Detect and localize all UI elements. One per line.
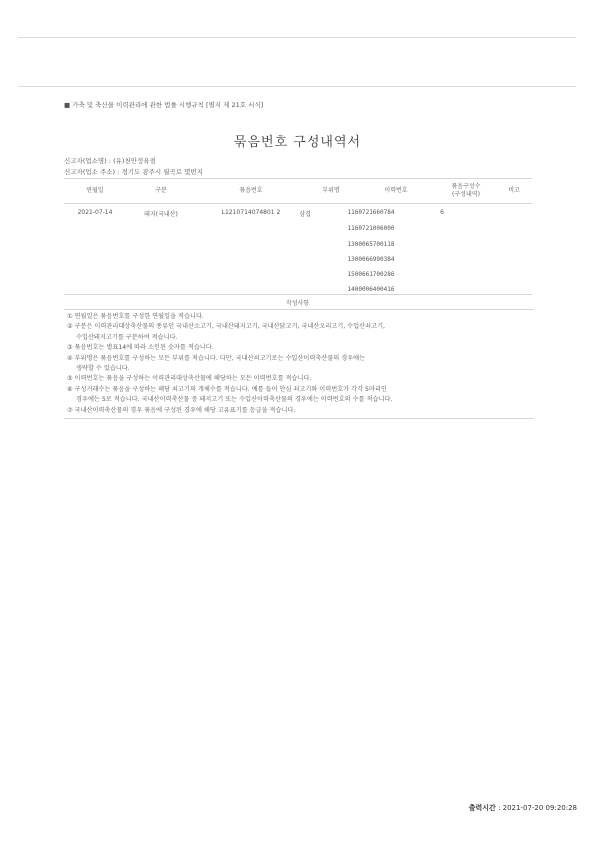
scan-line-mid [18, 86, 576, 87]
row-bundle-no: L1210714074801 2 [221, 209, 281, 216]
print-time-value: : 2021-07-20 09:20:28 [498, 804, 577, 812]
notes-title: 작성사항 [285, 300, 310, 307]
print-time [469, 803, 577, 813]
note-line: ③ 묶음번호는 별표14에 따라 소인된 숫자를 적습니다. [67, 344, 214, 352]
note-line: ④ 부위명은 묶음번호를 구성하는 모든 부위를 적습니다. 다만, 국내산쇠고기로는 수입산이력축산물의 경우에는 [67, 354, 366, 362]
reporter-address-value: 경기도 광주시 월곡로 몇번지 [121, 168, 203, 176]
trace-number: 1160721006000 [347, 225, 395, 232]
table-header [64, 178, 532, 204]
row-date: 2021-07-14 [77, 209, 113, 216]
header-bundle-no: 묶음번호 [239, 187, 263, 194]
notes-box [64, 309, 534, 419]
table-bottom-rule [64, 294, 532, 295]
document-title: 묶음번호 구성내역서 [233, 135, 362, 150]
note-line: ⑤ 이력번호는 묶음을 구성하는 이력관리대상축산물에 해당하는 모든 이력번호를 적습니다. [67, 375, 312, 383]
trace-number: 1160721660784 [347, 209, 395, 216]
note-line: ⑦ 국내산이력축산물의 경우 묶음에 구성된 경우에 해당 고유표기를 등급을 적습니다. [67, 406, 296, 414]
note-line: ⑥ 구성거래수는 묶음을 구성하는 해당 쇠고기의 개체수를 적습니다. 예를 들어 안심 쇠고기와 이력번호가 각각 5마리인 [67, 385, 387, 393]
trace-number: 1500661700286 [347, 271, 395, 278]
trace-number: 1400006400416 [347, 286, 395, 293]
row-part: 삼겹 [299, 211, 311, 218]
header-remarks: 비고 [508, 187, 520, 194]
reporter-name-line [64, 156, 156, 165]
row-type: 돼지(국내산) [144, 211, 178, 218]
header-count: 묶음구성수 (구성내역) [451, 183, 481, 198]
note-line: 경우에는 5로 적습니다. 국내산이력축산물 중 돼지고기 또는 수입산이력축산물의 경우에는 이력번호의 수를 적습니다. [76, 396, 393, 404]
print-time-label: 출력시간 [468, 804, 496, 812]
note-line: ① 연월일은 묶음번호를 구성한 연월일을 적습니다. [67, 313, 204, 320]
header-trace-no: 이력번호 [384, 187, 408, 194]
header-type: 구분 [155, 187, 167, 194]
trace-number: 1300066990384 [347, 256, 395, 263]
header-part: 부위명 [322, 187, 340, 194]
row-count: 6 [440, 209, 444, 216]
reporter-name-value: (유)천안정육점 [113, 157, 156, 165]
note-line: ② 구분은 이력관리대상축산물의 종류인 국내산소고기, 국내산돼지고기, 국내산닭고기, 국내산오리고기, 수입산쇠고기, [67, 323, 386, 331]
header-date: 연월일 [86, 187, 104, 194]
note-line: 생략할 수 있습니다. [76, 365, 130, 373]
trace-number: 1300065700118 [347, 241, 395, 248]
note-line: 수입산돼지고기를 구분하여 적습니다. [76, 333, 178, 341]
reporter-name-label: 신고자(업소명) : [64, 157, 112, 165]
form-header-note: ■ 가축 및 축산물 이력관리에 관한 법률 시행규칙 [별지 제 21호 서식] [64, 101, 264, 109]
reporter-address-label: 신고자(업소 주소) : [64, 168, 120, 176]
reporter-address-line [64, 167, 203, 176]
scan-line-top [18, 37, 576, 38]
